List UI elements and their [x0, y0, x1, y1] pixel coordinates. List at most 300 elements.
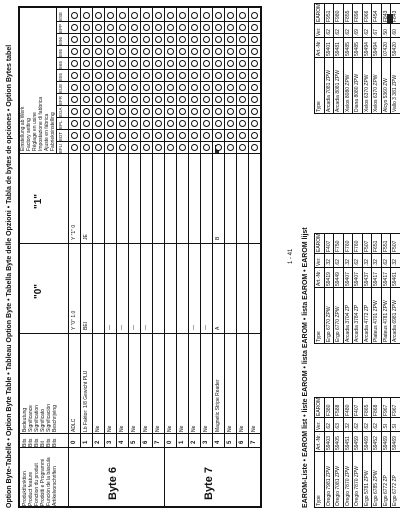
earom-title: EAROM-Liste • EAROM list • liste EAROM • lista EAROM • lista EAROM • EAROM lijst — [302, 227, 309, 508]
header-setting-label: Bedeutung — [22, 407, 28, 432]
header-bits-label: Bits — [22, 438, 28, 447]
earom-border — [314, 507, 400, 508]
earom-row-rule — [371, 398, 372, 508]
factory-setting-circle — [119, 12, 126, 19]
earom-column-rule — [314, 287, 400, 288]
earom-border — [314, 113, 400, 114]
factory-setting-circle — [119, 132, 126, 139]
earom-row-rule — [352, 4, 353, 114]
factory-setting-circle — [131, 96, 138, 103]
page-title: Option Byte-Tabelle • Option Byte Table • Tableau Option Byte • Tabella Byte delle Opzioni • Tabla de bytes de opciones • Option Bytes tabel — [6, 44, 13, 508]
earom-mid-cell: Ergo 6770 ZPW — [335, 306, 341, 342]
earom-left-cell: .63 — [335, 423, 341, 430]
factory-setting-circle — [107, 72, 114, 79]
earom-left-cell: F868 — [373, 404, 379, 416]
byte7-label: Byte 7 — [203, 466, 215, 500]
earom-mid-cell: .32 — [363, 259, 370, 266]
earom-right-cell: 59485 — [344, 42, 351, 56]
column-rule — [56, 21, 260, 22]
header-note: Réglage en usine — [32, 112, 38, 151]
bit-number: 5 — [227, 440, 233, 444]
factory-setting-circle — [95, 132, 102, 139]
column-rule — [56, 105, 260, 106]
earom-header: Ver. — [316, 421, 322, 430]
factory-setting-circle — [155, 12, 162, 19]
factory-setting-circle — [203, 12, 210, 19]
factory-setting-circle — [251, 24, 258, 31]
earom-row-rule — [324, 398, 325, 508]
row-rule — [152, 8, 153, 448]
earom-left-cell: .SI — [382, 423, 389, 430]
factory-setting-circle — [83, 84, 90, 91]
header-note: Fabrieksinstelling — [50, 112, 56, 151]
earom-right-cell: Xelos 8080 ZPW — [344, 74, 351, 112]
earom-row-rule — [390, 234, 391, 344]
earom-mid-cell: 59407 — [344, 272, 351, 286]
earom-row-rule — [381, 234, 382, 344]
factory-setting-circle — [251, 72, 258, 79]
row-rule — [92, 8, 93, 448]
earom-mid-cell: .32 — [325, 259, 332, 266]
earom-left-cell: 59469 — [382, 436, 389, 450]
earom-right-cell: F896 — [354, 10, 360, 22]
factory-setting-circle — [143, 72, 150, 79]
earom-mid-cell: Plateus 4781 ZPW — [382, 300, 389, 342]
earom-mid-cell: F507 — [392, 240, 398, 252]
factory-setting-circle — [71, 108, 78, 115]
header-note: Factory setting — [26, 118, 32, 151]
factory-setting-circle — [71, 84, 78, 91]
factory-setting-circle — [227, 120, 234, 127]
earom-right-cell: .62 — [325, 29, 332, 36]
factory-setting-circle — [251, 144, 258, 151]
earom-column-rule — [314, 253, 400, 254]
earom-right-cell: F843 — [382, 10, 389, 22]
factory-setting-circle — [251, 36, 258, 43]
header-setting-label: Significato — [40, 408, 46, 432]
factory-setting-circle — [167, 96, 174, 103]
column-rule — [56, 57, 260, 58]
factory-setting-circle — [71, 12, 78, 19]
earom-mid-cell: F760 — [354, 240, 360, 252]
model-code-label: E96 — [58, 36, 63, 45]
earom-left-cell: Ergo 6785 ZPW — [373, 470, 379, 506]
earom-right-cell: Arcadia 8081 ZPW — [335, 70, 341, 112]
earom-left-cell: .62 — [354, 423, 360, 430]
earom-left-cell: 59403 — [325, 436, 332, 450]
header-function-label: Fonction du produit — [34, 463, 40, 506]
earom-column-rule — [314, 233, 400, 234]
earom-right-cell: F454 — [373, 10, 379, 22]
earom-left-cell: .62 — [373, 423, 379, 430]
bit-zero-value: — — [143, 325, 149, 330]
factory-setting-circle — [83, 120, 90, 127]
earom-left-cell: F588 — [335, 404, 341, 416]
factory-setting-circle — [119, 108, 126, 115]
factory-setting-circle — [155, 36, 162, 43]
factory-setting-circle — [167, 60, 174, 67]
earom-left-cell: Oregio 7981 ZPW — [325, 465, 332, 506]
earom-header: Type — [316, 101, 322, 112]
factory-setting-circle — [179, 24, 186, 31]
earom-mid-cell: 59419 — [325, 272, 332, 286]
factory-setting-circle — [203, 120, 210, 127]
earom-left-cell: .62 — [363, 423, 370, 430]
earom-right-cell: 07420 — [382, 42, 389, 56]
earom-mid-cell: Arcadia 3704 ZP — [344, 304, 351, 342]
factory-setting-circle — [251, 132, 258, 139]
factory-setting-circle — [167, 120, 174, 127]
factory-setting-circle — [179, 132, 186, 139]
bit-setting-text: Ne — [95, 425, 101, 432]
header-setting-label: Significación — [46, 403, 52, 432]
factory-setting-circle — [167, 84, 174, 91]
bit-zero-value: A — [215, 326, 221, 330]
bit-setting-text: Ne — [203, 425, 209, 432]
factory-setting-circle — [239, 144, 246, 151]
bit-setting-text: Ne — [239, 425, 245, 432]
row-rule — [128, 8, 129, 448]
earom-mid-cell: 59461 — [392, 272, 398, 286]
factory-setting-circle — [83, 132, 90, 139]
factory-setting-circle — [107, 60, 114, 67]
factory-setting-circle — [179, 120, 186, 127]
factory-setting-circle — [239, 48, 246, 55]
factory-setting-circle — [155, 48, 162, 55]
earom-header: Art.-Nr. — [316, 270, 322, 286]
factory-setting-circle — [131, 60, 138, 67]
factory-setting-circle — [155, 72, 162, 79]
bit-number: 3 — [203, 440, 209, 444]
row-rule — [200, 8, 201, 448]
model-code-label: E65 — [58, 60, 63, 69]
factory-setting-circle — [215, 132, 222, 139]
factory-setting-circle — [251, 48, 258, 55]
factory-setting-circle — [95, 24, 102, 31]
earom-right-cell: F855 — [344, 10, 351, 22]
row-rule — [104, 8, 105, 448]
earom-header: Art.-Nr. — [316, 40, 322, 56]
earom-left-cell: 59452 — [373, 436, 379, 450]
header-note: Einstellung ab Werk — [20, 106, 26, 151]
factory-setting-circle — [107, 84, 114, 91]
earom-row-rule — [352, 398, 353, 508]
model-code-label: E55 — [58, 72, 63, 81]
factory-setting-circle — [251, 96, 258, 103]
factory-setting-circle — [167, 72, 174, 79]
earom-left-cell: Oregio 7081 ZPW — [335, 465, 341, 506]
bit-number: 7 — [251, 440, 257, 444]
factory-setting-circle — [71, 72, 78, 79]
factory-setting-circle — [131, 48, 138, 55]
factory-setting-circle — [155, 84, 162, 91]
earom-left-cell: Oregio 7870 ZPW — [344, 465, 351, 506]
earom-left-cell: F407 — [354, 404, 360, 416]
factory-setting-circle — [107, 108, 114, 115]
factory-setting-circle — [191, 24, 198, 31]
bit-setting-text: Ne — [107, 425, 113, 432]
header-function-label: Función de la báscula — [46, 457, 52, 506]
factory-setting-circle — [179, 108, 186, 115]
factory-setting-circle — [239, 120, 246, 127]
model-code-label: EFR — [58, 96, 63, 105]
earom-row-rule — [362, 4, 363, 114]
bit-setting-text: Ne — [179, 425, 185, 432]
earom-header: Type — [316, 331, 322, 342]
factory-setting-circle — [119, 72, 126, 79]
factory-setting-circle — [215, 24, 222, 31]
factory-setting-circle — [143, 48, 150, 55]
factory-setting-circle — [119, 120, 126, 127]
factory-setting-circle — [215, 108, 222, 115]
header-setting-label: Beschrijving — [52, 405, 58, 432]
bit-zero-value: Y "0" 1.0 — [71, 310, 77, 330]
column-rule — [56, 45, 260, 46]
header-setting-label: Signification — [34, 405, 40, 432]
earom-border — [314, 343, 400, 344]
earom-mid-cell: .62 — [354, 259, 360, 266]
row-rule — [176, 8, 177, 448]
bit-setting-text: Magnetic Stripe Reader — [215, 379, 221, 432]
factory-setting-circle — [107, 144, 114, 151]
earom-header: EAROM — [316, 233, 322, 252]
factory-setting-circle — [203, 96, 210, 103]
factory-setting-circle — [155, 120, 162, 127]
factory-setting-circle — [131, 144, 138, 151]
earom-right-cell: F966 — [363, 10, 370, 22]
factory-setting-circle — [119, 84, 126, 91]
bit-one-value: B — [215, 236, 221, 240]
bit-one-value: JE — [83, 234, 89, 240]
earom-row-rule — [362, 234, 363, 344]
header-note: Ajuste en fábrica — [44, 113, 50, 151]
factory-setting-circle — [131, 108, 138, 115]
table-border — [260, 8, 262, 508]
factory-setting-circle — [143, 144, 150, 151]
header-setting-label: Significance — [28, 405, 34, 432]
factory-setting-circle — [167, 48, 174, 55]
factory-setting-circle — [239, 96, 246, 103]
earom-left-cell: F967 — [382, 404, 389, 416]
earom-right-cell: .62 — [363, 29, 370, 36]
earom-mid-cell: .62 — [335, 259, 341, 266]
factory-setting-circle — [107, 96, 114, 103]
factory-setting-circle — [215, 48, 222, 55]
earom-mid-cell: Arcadia 6981 ZPW — [392, 300, 398, 342]
factory-setting-circle — [227, 84, 234, 91]
bit-number: 2 — [191, 440, 197, 444]
header-bits-label: Bit — [40, 441, 46, 447]
factory-setting-circle — [191, 96, 198, 103]
earom-right-cell: .69 — [354, 29, 360, 36]
factory-setting-circle — [83, 60, 90, 67]
factory-setting-circle — [251, 108, 258, 115]
factory-setting-circle — [131, 36, 138, 43]
earom-column-rule — [314, 417, 400, 418]
factory-setting-circle — [143, 24, 150, 31]
factory-setting-circle — [107, 36, 114, 43]
factory-setting-circle — [83, 144, 90, 151]
bit-setting-text: Ne — [191, 425, 197, 432]
factory-setting-circle — [155, 144, 162, 151]
factory-setting-circle — [191, 48, 198, 55]
earom-mid-cell: Plateus 4701 ZPW — [373, 300, 379, 342]
earom-left-cell: 59469 — [392, 436, 398, 450]
factory-setting-circle — [179, 96, 186, 103]
factory-setting-circle — [215, 36, 222, 43]
column-rule — [56, 33, 260, 34]
factory-setting-circle — [191, 60, 198, 67]
earom-left-cell: 59451 — [344, 436, 351, 450]
factory-setting-circle — [191, 120, 198, 127]
earom-mid-cell: .32 — [392, 259, 398, 266]
earom-right-cell: F843 — [392, 10, 398, 22]
factory-setting-circle — [203, 72, 210, 79]
factory-setting-circle — [239, 108, 246, 115]
earom-left-cell: .32 — [344, 423, 351, 430]
factory-setting-circle — [227, 60, 234, 67]
bit-setting-text: Ne — [155, 425, 161, 432]
factory-setting-circle — [83, 48, 90, 55]
column-rule — [56, 117, 260, 118]
factory-setting-circle — [239, 132, 246, 139]
header-rule — [68, 8, 69, 508]
factory-setting-circle — [119, 96, 126, 103]
earom-right-cell: 59420 — [392, 42, 398, 56]
earom-right-cell: 59401 — [325, 42, 332, 56]
earom-mid-cell: 59417 — [373, 272, 379, 286]
earom-column-rule — [314, 23, 400, 24]
bit-number: 0 — [167, 440, 173, 444]
bit-setting-text: ADLC — [71, 418, 77, 432]
factory-setting-circle — [227, 12, 234, 19]
earom-row-rule — [371, 4, 372, 114]
earom-row-rule — [333, 4, 334, 114]
earom-mid-cell: 59449 — [335, 272, 341, 286]
earom-right-cell: F980 — [335, 10, 341, 22]
earom-left-cell: .62 — [325, 423, 332, 430]
earom-row-rule — [324, 4, 325, 114]
factory-setting-circle — [203, 60, 210, 67]
earom-mid-cell: 59437 — [363, 272, 370, 286]
bit-number: 4 — [215, 440, 221, 444]
factory-setting-circle — [215, 120, 222, 127]
factory-setting-circle — [215, 84, 222, 91]
column-rule — [56, 141, 260, 142]
model-code-label: EDT — [58, 132, 63, 141]
factory-setting-circle — [95, 60, 102, 67]
factory-setting-circle — [71, 24, 78, 31]
column-rule — [56, 81, 260, 82]
factory-setting-circle — [239, 36, 246, 43]
earom-header: Ver. — [316, 257, 322, 266]
earom-mid-cell: F551 — [382, 240, 389, 252]
earom-right-cell: .67 — [373, 29, 379, 36]
rotated-page — [2, 2, 398, 514]
factory-setting-circle — [95, 120, 102, 127]
model-code-label: E95 — [58, 48, 63, 57]
bit-setting-text: Ne — [227, 425, 233, 432]
factory-setting-circle — [203, 36, 210, 43]
earom-mid-cell: .32 — [373, 259, 379, 266]
factory-setting-circle — [155, 96, 162, 103]
factory-setting-circle — [215, 144, 222, 151]
factory-setting-circle — [83, 24, 90, 31]
factory-setting-circle — [179, 60, 186, 67]
model-code-label: EPL — [58, 120, 63, 129]
factory-setting-circle — [155, 60, 162, 67]
earom-row-rule — [343, 4, 344, 114]
factory-setting-circle — [239, 24, 246, 31]
earom-mid-cell: F760 — [344, 240, 351, 252]
earom-row-rule — [362, 398, 363, 508]
header-one: "1" — [33, 193, 44, 209]
factory-setting-circle — [71, 144, 78, 151]
earom-column-rule — [314, 3, 400, 4]
factory-setting-circle — [107, 12, 114, 19]
earom-left-cell: 59469 — [363, 436, 370, 450]
bit-zero-value: — — [131, 325, 137, 330]
factory-setting-circle — [119, 24, 126, 31]
header-function-label: Prodotti e Programmi — [40, 458, 46, 506]
earom-left-cell: Ergo 5781 ZPW — [363, 470, 370, 506]
factory-setting-circle — [71, 96, 78, 103]
earom-row-rule — [333, 398, 334, 508]
earom-right-cell: .60 — [392, 29, 398, 36]
page-number: 1 - 41 — [288, 248, 294, 264]
earom-left-cell: Ergo 6772 ZP — [392, 475, 398, 506]
row-rule — [80, 8, 81, 448]
factory-setting-circle — [95, 108, 102, 115]
table-border — [18, 507, 260, 509]
factory-setting-circle — [143, 60, 150, 67]
factory-setting-circle — [107, 24, 114, 31]
header-function-label: Product feature — [28, 471, 34, 506]
factory-setting-circle — [95, 144, 102, 151]
factory-setting-circle — [227, 108, 234, 115]
row-rule — [236, 8, 237, 448]
factory-setting-circle — [83, 12, 90, 19]
factory-setting-circle — [191, 72, 198, 79]
factory-setting-circle — [191, 144, 198, 151]
factory-setting-circle — [227, 132, 234, 139]
earom-right-cell: Diana 8080 ZPW — [354, 73, 360, 112]
earom-right-cell: .50 — [382, 29, 389, 36]
earom-mid-cell: F651 — [373, 240, 379, 252]
factory-setting-circle — [203, 84, 210, 91]
earom-right-cell: 59494 — [373, 42, 379, 56]
earom-row-rule — [324, 234, 325, 344]
factory-setting-circle — [203, 144, 210, 151]
factory-setting-circle — [215, 12, 222, 19]
factory-setting-circle — [83, 36, 90, 43]
earom-row-rule — [352, 234, 353, 344]
factory-setting-circle — [251, 60, 258, 67]
factory-setting-circle — [143, 120, 150, 127]
bit-number: 1 — [83, 440, 89, 444]
factory-setting-circle — [227, 96, 234, 103]
factory-setting-circle — [71, 132, 78, 139]
byte6-label: Byte 6 — [107, 466, 119, 500]
bit-zero-value: BEI — [83, 321, 89, 330]
earom-left-cell: F380 — [325, 404, 332, 416]
factory-setting-circle — [155, 132, 162, 139]
column-rule — [56, 69, 260, 70]
factory-setting-circle — [191, 36, 198, 43]
model-code-label: EUE — [58, 83, 63, 93]
bit-one-value: Y "1" 0 — [71, 224, 77, 240]
row-rule — [248, 8, 249, 448]
